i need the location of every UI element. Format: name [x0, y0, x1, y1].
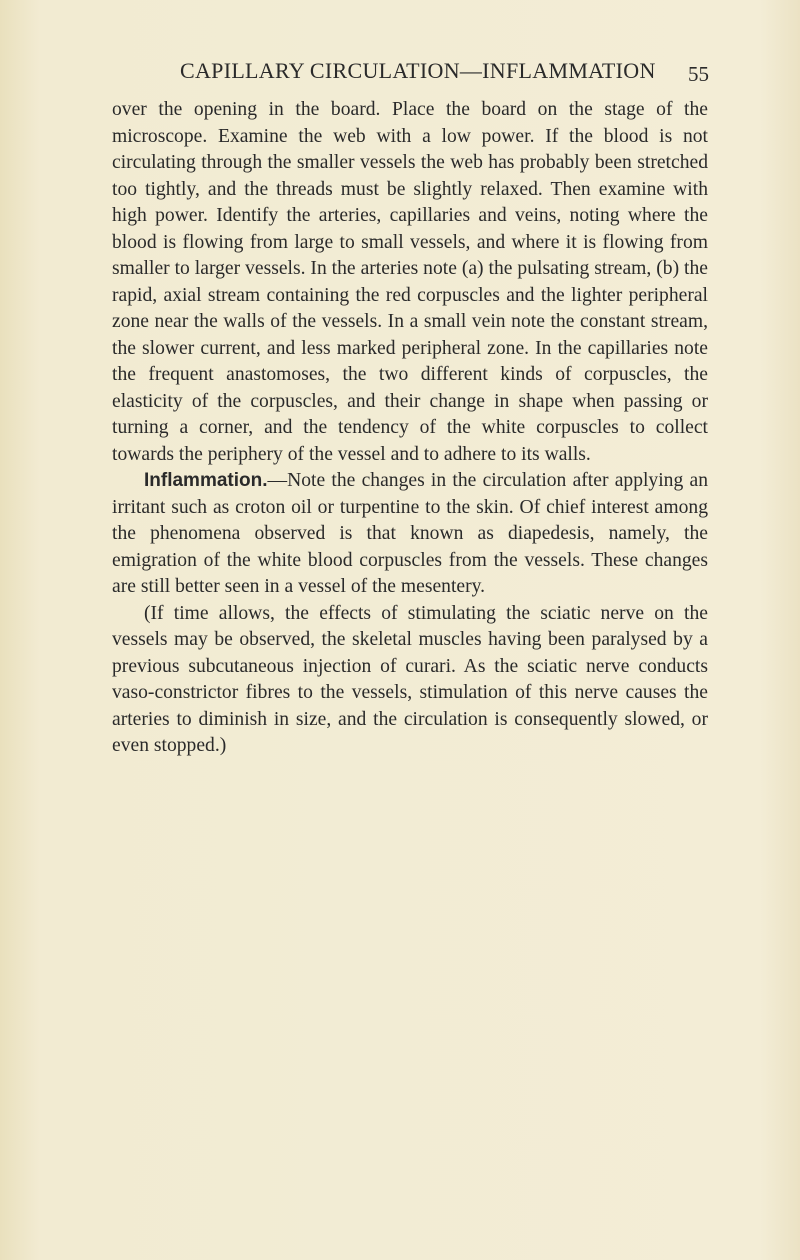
running-header: CAPILLARY CIRCULATION—INFLAMMATION: [180, 58, 656, 83]
body-text: [112, 97, 708, 760]
paragraph-sciatic-nerve: (If time allows, the effects of stimulating the sciatic nerve on the vessels may be observed, the skeletal muscles having been paralysed by a previous subcutaneous injection of curari. As the sciatic nerve conducts vaso-constrictor fibres to the vessels, stimulation of this nerve causes the arteries to diminish in size, and the circulation is consequently slowed, or even stopped.): [112, 602, 708, 756]
page-number: 55: [688, 62, 709, 86]
paragraph-inflammation-text: —Note the changes in the circulation after applying an irritant such as croton oil or turpentine to the skin. Of chief interest among the phenomena observed is that known as diapedesis, namely, the emigration of the white blood corpuscles from the vessels. These changes are still better seen in a vessel of the mesentery.: [112, 470, 708, 597]
paragraph-inflammation: [112, 468, 708, 601]
paragraph-continuation: over the opening in the board. Place the board on the stage of the microscope. Examine the web with a low power. If the blood is not circulating through the smaller vessels the web has probably been stretched too tightly, and the threads must be slightly relaxed. Then examine with high power. Identify the arteries, capillaries and veins, noting where the blood is flowing from large to small vessels, and where it is flowing from smaller to larger vessels. In the arteries note (a) the pulsating stream, (b) the rapid, axial stream containing the red corpuscles and the lighter peripheral zone near the walls of the vessels. In a small vein note the constant stream, the slower current, and less marked peripheral zone. In the capillaries note the frequent anastomoses, the two different kinds of corpuscles, the elasticity of the corpuscles, and their change in shape when passing or turning a corner, and the tendency of the white corpuscles to collect towards the periphery of the vessel and to adhere to its walls.: [112, 99, 708, 465]
section-heading-inflammation: Inflammation.: [144, 470, 268, 491]
